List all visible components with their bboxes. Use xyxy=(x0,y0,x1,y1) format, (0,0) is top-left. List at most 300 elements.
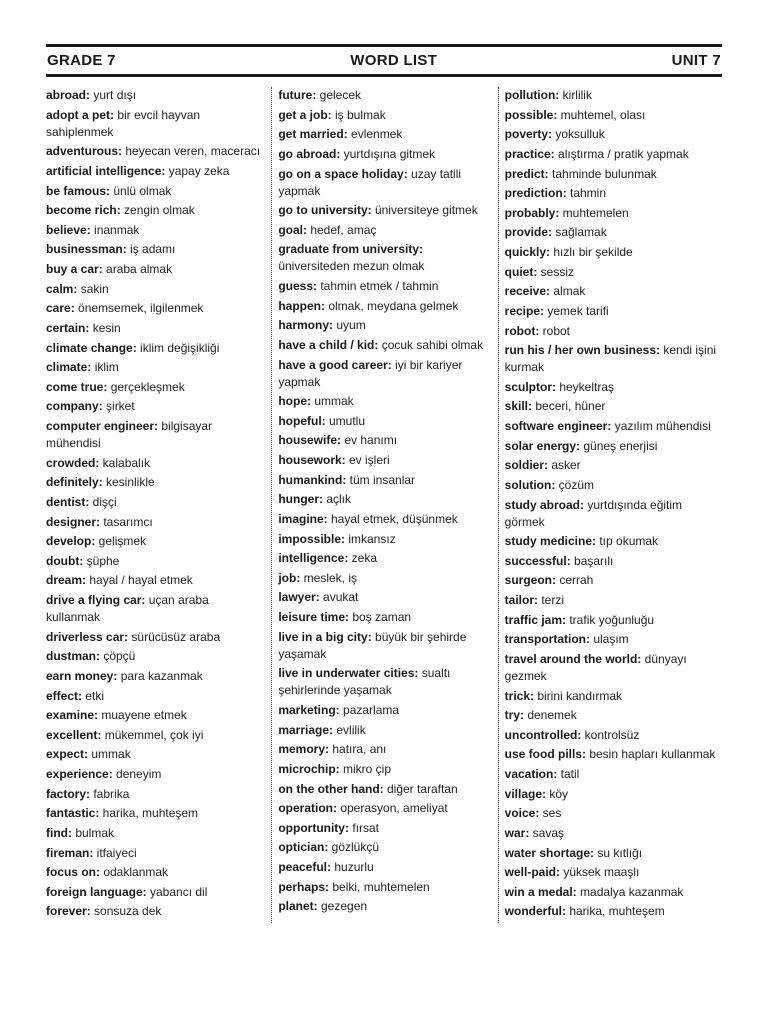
word-definition: şüphe xyxy=(83,553,120,568)
word-definition: pazarlama xyxy=(339,703,400,718)
word-definition: araba almak xyxy=(102,262,173,277)
word-term: designer: xyxy=(46,514,101,529)
word-entry xyxy=(278,298,495,315)
word-term: happen: xyxy=(278,298,325,313)
word-term: find: xyxy=(46,825,72,840)
word-entry xyxy=(46,688,263,705)
word-entry xyxy=(505,766,722,783)
word-term: harmony: xyxy=(278,318,334,333)
word-definition: gelişmek xyxy=(95,534,147,549)
word-definition: gezegen xyxy=(317,899,368,914)
word-term: get married: xyxy=(278,127,348,142)
word-entry xyxy=(278,317,495,334)
word-term: future: xyxy=(278,88,317,102)
page-header xyxy=(46,47,722,74)
word-entry xyxy=(505,457,722,474)
word-definition: hatıra, anı xyxy=(329,742,387,757)
word-definition: kendi işini kurmak xyxy=(504,343,717,375)
word-entry xyxy=(505,786,722,803)
word-definition: inanmak xyxy=(90,222,140,237)
word-definition: bir evcil hayvan sahiplenmek xyxy=(46,107,201,139)
word-term: get a job: xyxy=(278,107,332,122)
word-term: calm: xyxy=(46,281,78,296)
word-definition: çocuk sahibi olmak xyxy=(378,337,484,352)
word-columns xyxy=(46,87,722,923)
word-entry xyxy=(46,183,263,200)
word-definition: üniversiteye gitmek xyxy=(371,203,478,218)
word-entry xyxy=(278,570,495,587)
word-definition: şirket xyxy=(102,399,135,414)
word-definition: ummak xyxy=(311,394,354,409)
word-entry xyxy=(46,629,263,646)
word-term: operation: xyxy=(278,801,337,816)
word-entry xyxy=(505,185,722,202)
word-term: perhaps: xyxy=(278,879,330,894)
word-term: fantastic: xyxy=(46,806,100,821)
word-definition: mikro çip xyxy=(339,761,392,776)
word-definition: muayene etmek xyxy=(98,708,187,723)
word-term: transportation: xyxy=(504,632,590,647)
word-definition: tasarımcı xyxy=(100,514,153,529)
word-list-page xyxy=(46,44,722,923)
word-term: climate change: xyxy=(46,340,137,355)
word-entry xyxy=(505,264,722,281)
word-entry xyxy=(505,418,722,435)
word-definition: kesin xyxy=(89,320,121,335)
word-term: practice: xyxy=(504,146,555,161)
word-term: have a child / kid: xyxy=(278,337,379,352)
word-term: leisure time: xyxy=(278,610,350,625)
word-term: use food pills: xyxy=(504,747,586,762)
word-term: driverless car: xyxy=(46,629,129,644)
word-entry xyxy=(505,438,722,455)
word-term: hope: xyxy=(278,394,311,409)
word-definition: denemek xyxy=(524,708,577,723)
word-term: businessman: xyxy=(46,242,127,257)
word-term: forever: xyxy=(46,904,91,919)
word-column-2 xyxy=(278,87,495,923)
word-entry xyxy=(505,825,722,842)
word-definition: kontrolsüz xyxy=(581,727,640,742)
word-definition: deneyim xyxy=(112,767,162,782)
word-column-3 xyxy=(505,87,722,923)
word-term: soldier: xyxy=(504,458,548,473)
word-term: job: xyxy=(278,570,301,585)
word-entry xyxy=(46,418,263,452)
word-definition: kalabalık xyxy=(99,455,151,470)
word-entry xyxy=(46,202,263,219)
word-term: uncontrolled: xyxy=(504,727,582,742)
word-entry xyxy=(278,491,495,508)
word-entry xyxy=(46,300,263,317)
word-term: vacation: xyxy=(504,767,558,782)
word-term: provide: xyxy=(504,225,552,240)
word-entry xyxy=(278,241,495,275)
word-term: probably: xyxy=(504,205,560,220)
word-term: expect: xyxy=(46,747,89,762)
word-term: possible: xyxy=(504,107,558,122)
word-entry xyxy=(505,533,722,550)
word-entry xyxy=(278,722,495,739)
word-definition: yurtdışında eğitim görmek xyxy=(504,497,683,529)
word-term: win a medal: xyxy=(504,884,577,899)
word-entry xyxy=(278,800,495,817)
word-entry xyxy=(278,393,495,410)
word-definition: beceri, hüner xyxy=(532,399,606,414)
word-definition: zeka xyxy=(348,551,378,566)
word-term: artificial intelligence: xyxy=(46,163,166,178)
word-entry xyxy=(278,357,495,391)
word-definition: yurt dışı xyxy=(90,88,137,102)
word-term: prediction: xyxy=(504,186,567,201)
word-entry xyxy=(46,455,263,472)
word-definition: imkansız xyxy=(345,531,396,546)
word-entry xyxy=(278,337,495,354)
word-entry xyxy=(46,592,263,626)
word-entry xyxy=(505,166,722,183)
word-definition: besin hapları kullanmak xyxy=(586,747,716,762)
word-definition: sessiz xyxy=(537,264,575,279)
word-definition: gelecek xyxy=(316,88,362,102)
word-term: imagine: xyxy=(278,511,328,526)
word-term: develop: xyxy=(46,534,96,549)
word-entry xyxy=(278,166,495,200)
word-entry xyxy=(46,359,263,376)
word-definition: savaş xyxy=(529,825,565,840)
word-entry xyxy=(505,126,722,143)
word-entry xyxy=(46,727,263,744)
word-term: quickly: xyxy=(504,245,551,259)
word-definition: iş adamı xyxy=(126,242,176,257)
word-entry xyxy=(278,432,495,449)
word-definition: tıp okumak xyxy=(596,534,659,549)
word-entry xyxy=(505,497,722,531)
word-term: recipe: xyxy=(504,303,545,318)
word-definition: uzay tatili yapmak xyxy=(278,166,462,198)
word-term: voice: xyxy=(504,806,540,821)
word-definition: trafik yoğunluğu xyxy=(566,612,655,627)
word-term: housewife: xyxy=(278,433,341,448)
word-entry xyxy=(46,572,263,589)
word-term: care: xyxy=(46,301,75,316)
word-definition: çöpçü xyxy=(100,649,136,664)
word-definition: boş zaman xyxy=(349,610,412,625)
word-definition: hayal / hayal etmek xyxy=(86,573,193,588)
word-definition: hızlı bir şekilde xyxy=(550,245,633,259)
word-entry xyxy=(278,107,495,124)
word-term: abroad: xyxy=(46,88,91,102)
word-definition: gerçekleşmek xyxy=(107,379,185,394)
word-term: dentist: xyxy=(46,494,90,509)
word-entry xyxy=(46,241,263,258)
word-term: foreign language: xyxy=(46,884,147,899)
word-term: crowded: xyxy=(46,455,100,470)
word-entry xyxy=(505,398,722,415)
word-entry xyxy=(278,898,495,915)
word-term: dream: xyxy=(46,573,87,588)
word-definition: meslek, iş xyxy=(300,570,358,585)
word-entry xyxy=(278,278,495,295)
word-term: live in underwater cities: xyxy=(278,666,419,681)
word-definition: bilgisayar mühendisi xyxy=(46,419,213,451)
word-entry xyxy=(505,553,722,570)
word-definition: tahmin etmek / tahmin xyxy=(317,279,439,294)
word-entry xyxy=(46,340,263,357)
word-entry xyxy=(505,283,722,300)
word-definition: dişçi xyxy=(89,494,117,509)
word-definition: yapay zeka xyxy=(165,163,230,178)
word-entry xyxy=(46,707,263,724)
column-divider xyxy=(498,87,499,923)
word-term: examine: xyxy=(46,708,99,723)
grade-label: GRADE 7 xyxy=(47,52,116,69)
word-term: lawyer: xyxy=(278,590,320,605)
word-definition: iş bulmak xyxy=(331,107,386,122)
word-entry xyxy=(505,727,722,744)
word-entry xyxy=(46,903,263,920)
word-term: live in a big city: xyxy=(278,629,372,644)
unit-label: UNIT 7 xyxy=(671,52,721,69)
word-definition: ummak xyxy=(88,747,131,762)
word-term: housework: xyxy=(278,453,346,468)
word-entry xyxy=(505,477,722,494)
word-entry xyxy=(46,261,263,278)
word-definition: uyum xyxy=(333,318,366,333)
word-definition: tahminde bulunmak xyxy=(548,166,657,181)
word-term: travel around the world: xyxy=(504,651,642,666)
word-term: drive a flying car: xyxy=(46,593,146,608)
word-definition: tüm insanlar xyxy=(346,472,416,487)
word-entry xyxy=(46,320,263,337)
word-definition: operasyon, ameliyat xyxy=(337,801,448,816)
word-definition: açlık xyxy=(323,492,352,507)
word-definition: muhtemelen xyxy=(559,205,629,220)
word-term: traffic jam: xyxy=(504,612,567,627)
word-term: predict: xyxy=(504,166,549,181)
word-definition: yazılım mühendisi xyxy=(611,419,711,434)
word-entry xyxy=(278,839,495,856)
word-term: experience: xyxy=(46,767,113,782)
word-definition: cerrah xyxy=(556,573,594,588)
word-definition: iklim xyxy=(91,360,119,375)
word-entry xyxy=(46,494,263,511)
word-entry xyxy=(505,651,722,685)
word-definition: sakin xyxy=(77,281,109,296)
word-definition: tahmin xyxy=(566,186,607,201)
word-entry xyxy=(278,511,495,528)
word-term: effect: xyxy=(46,688,83,703)
word-entry xyxy=(505,864,722,881)
word-definition: kesinlikle xyxy=(102,475,155,490)
word-entry xyxy=(505,746,722,763)
word-entry xyxy=(278,202,495,219)
word-term: village: xyxy=(504,786,547,801)
word-definition: para kazanmak xyxy=(117,668,203,683)
word-term: run his / her own business: xyxy=(504,343,661,358)
word-term: war: xyxy=(504,825,530,840)
word-term: computer engineer: xyxy=(46,419,159,434)
word-definition: güneş enerjisi xyxy=(580,438,658,453)
word-term: hopeful: xyxy=(278,413,326,428)
word-term: excellent: xyxy=(46,727,102,742)
word-term: intelligence: xyxy=(278,551,349,566)
word-term: be famous: xyxy=(46,183,111,198)
word-term: adventurous: xyxy=(46,144,123,159)
header-bottom-rule xyxy=(46,74,722,77)
word-definition: iyi bir kariyer yapmak xyxy=(278,357,463,389)
word-term: receive: xyxy=(504,284,551,299)
word-definition: yurtdışına gitmek xyxy=(340,146,436,161)
word-term: graduate from university: xyxy=(278,242,424,257)
word-entry xyxy=(505,323,722,340)
word-term: go abroad: xyxy=(278,146,341,161)
word-term: certain: xyxy=(46,320,90,335)
word-term: company: xyxy=(46,399,103,414)
word-entry xyxy=(505,688,722,705)
word-term: solar energy: xyxy=(504,438,581,453)
word-term: study medicine: xyxy=(504,534,597,549)
word-definition: birini kandırmak xyxy=(534,688,623,703)
word-term: believe: xyxy=(46,222,91,237)
word-definition: avukat xyxy=(319,590,359,605)
word-definition: başarılı xyxy=(570,553,614,568)
word-definition: iklim değişikliği xyxy=(136,340,220,355)
word-definition: kirlilik xyxy=(559,88,592,102)
word-entry xyxy=(278,761,495,778)
word-definition: hedef, amaç xyxy=(307,222,377,237)
word-term: hunger: xyxy=(278,492,323,507)
word-definition: su kıtlığı xyxy=(594,845,643,860)
word-entry xyxy=(278,452,495,469)
word-entry xyxy=(46,884,263,901)
word-definition: odaklanmak xyxy=(100,865,169,880)
word-definition: almak xyxy=(550,284,586,299)
word-entry xyxy=(46,87,263,104)
word-entry xyxy=(278,741,495,758)
word-definition: diğer taraftan xyxy=(383,781,458,796)
word-entry xyxy=(46,766,263,783)
word-column-1 xyxy=(46,87,271,923)
word-entry xyxy=(505,903,722,920)
word-entry xyxy=(278,87,495,104)
word-definition: sürücüsüz araba xyxy=(128,629,221,644)
word-term: become rich: xyxy=(46,203,121,218)
word-definition: köy xyxy=(546,786,569,801)
word-entry xyxy=(505,224,722,241)
word-definition: yoksulluk xyxy=(552,127,605,142)
word-entry xyxy=(46,864,263,881)
word-term: marketing: xyxy=(278,703,340,718)
word-entry xyxy=(46,398,263,415)
page-title: WORD LIST xyxy=(350,52,438,69)
word-definition: büyük bir şehirde yaşamak xyxy=(278,629,467,661)
word-term: trick: xyxy=(504,688,534,703)
word-term: well-paid: xyxy=(504,865,560,880)
word-entry xyxy=(46,825,263,842)
word-definition: huzurlu xyxy=(331,860,374,875)
word-term: opportunity: xyxy=(278,820,349,835)
word-term: robot: xyxy=(504,323,540,338)
word-term: fireman: xyxy=(46,845,94,860)
word-entry xyxy=(505,631,722,648)
word-entry xyxy=(46,514,263,531)
word-definition: robot xyxy=(539,323,570,338)
word-definition: çözüm xyxy=(555,477,594,492)
word-entry xyxy=(46,107,263,141)
word-term: come true: xyxy=(46,379,108,394)
word-entry xyxy=(46,379,263,396)
word-term: focus on: xyxy=(46,865,100,880)
word-term: pollution: xyxy=(504,88,560,102)
word-definition: bulmak xyxy=(72,825,115,840)
word-term: climate: xyxy=(46,360,92,375)
word-entry xyxy=(278,781,495,798)
word-term: have a good career: xyxy=(278,357,392,372)
word-term: go on a space holiday: xyxy=(278,166,408,181)
word-term: definitely: xyxy=(46,475,103,490)
word-term: adopt a pet: xyxy=(46,107,114,122)
word-definition: ev işleri xyxy=(345,453,390,468)
word-entry xyxy=(46,786,263,803)
word-term: impossible: xyxy=(278,531,346,546)
word-definition: madalya kazanmak xyxy=(576,884,684,899)
word-definition: terzi xyxy=(538,593,565,608)
word-term: doubt: xyxy=(46,553,84,568)
word-entry xyxy=(505,884,722,901)
word-entry xyxy=(505,805,722,822)
word-entry xyxy=(46,648,263,665)
word-definition: etki xyxy=(82,688,105,703)
word-entry xyxy=(505,572,722,589)
word-definition: ünlü olmak xyxy=(110,183,172,198)
word-term: factory: xyxy=(46,786,91,801)
word-term: study abroad: xyxy=(504,497,584,512)
word-entry xyxy=(505,379,722,396)
word-definition: fırsat xyxy=(348,820,379,835)
word-term: sculptor: xyxy=(504,379,556,394)
word-term: microchip: xyxy=(278,761,340,776)
word-term: humankind: xyxy=(278,472,347,487)
word-entry xyxy=(278,609,495,626)
word-term: guess: xyxy=(278,279,318,294)
word-entry xyxy=(278,550,495,567)
word-definition: tatil xyxy=(557,767,580,782)
word-definition: dünyayı gezmek xyxy=(504,651,687,683)
word-entry xyxy=(505,592,722,609)
word-definition: ev hanımı xyxy=(341,433,398,448)
word-definition: olmak, meydana gelmek xyxy=(325,298,459,313)
word-entry xyxy=(278,665,495,699)
word-definition: üniversiteden mezun olmak xyxy=(278,259,425,274)
word-definition: yüksek maaşlı xyxy=(560,865,640,880)
word-term: try: xyxy=(504,708,524,723)
word-entry xyxy=(278,629,495,663)
word-term: marriage: xyxy=(278,722,334,737)
word-entry xyxy=(505,612,722,629)
word-definition: umutlu xyxy=(325,413,366,428)
word-term: solution: xyxy=(504,477,556,492)
word-definition: muhtemel, olası xyxy=(557,107,646,122)
word-entry xyxy=(46,553,263,570)
word-term: go to university: xyxy=(278,203,372,218)
word-term: poverty: xyxy=(504,127,552,142)
word-entry xyxy=(278,472,495,489)
word-entry xyxy=(46,533,263,550)
word-term: on the other hand: xyxy=(278,781,384,796)
word-entry xyxy=(46,805,263,822)
word-definition: asker xyxy=(548,458,581,473)
word-entry xyxy=(278,413,495,430)
